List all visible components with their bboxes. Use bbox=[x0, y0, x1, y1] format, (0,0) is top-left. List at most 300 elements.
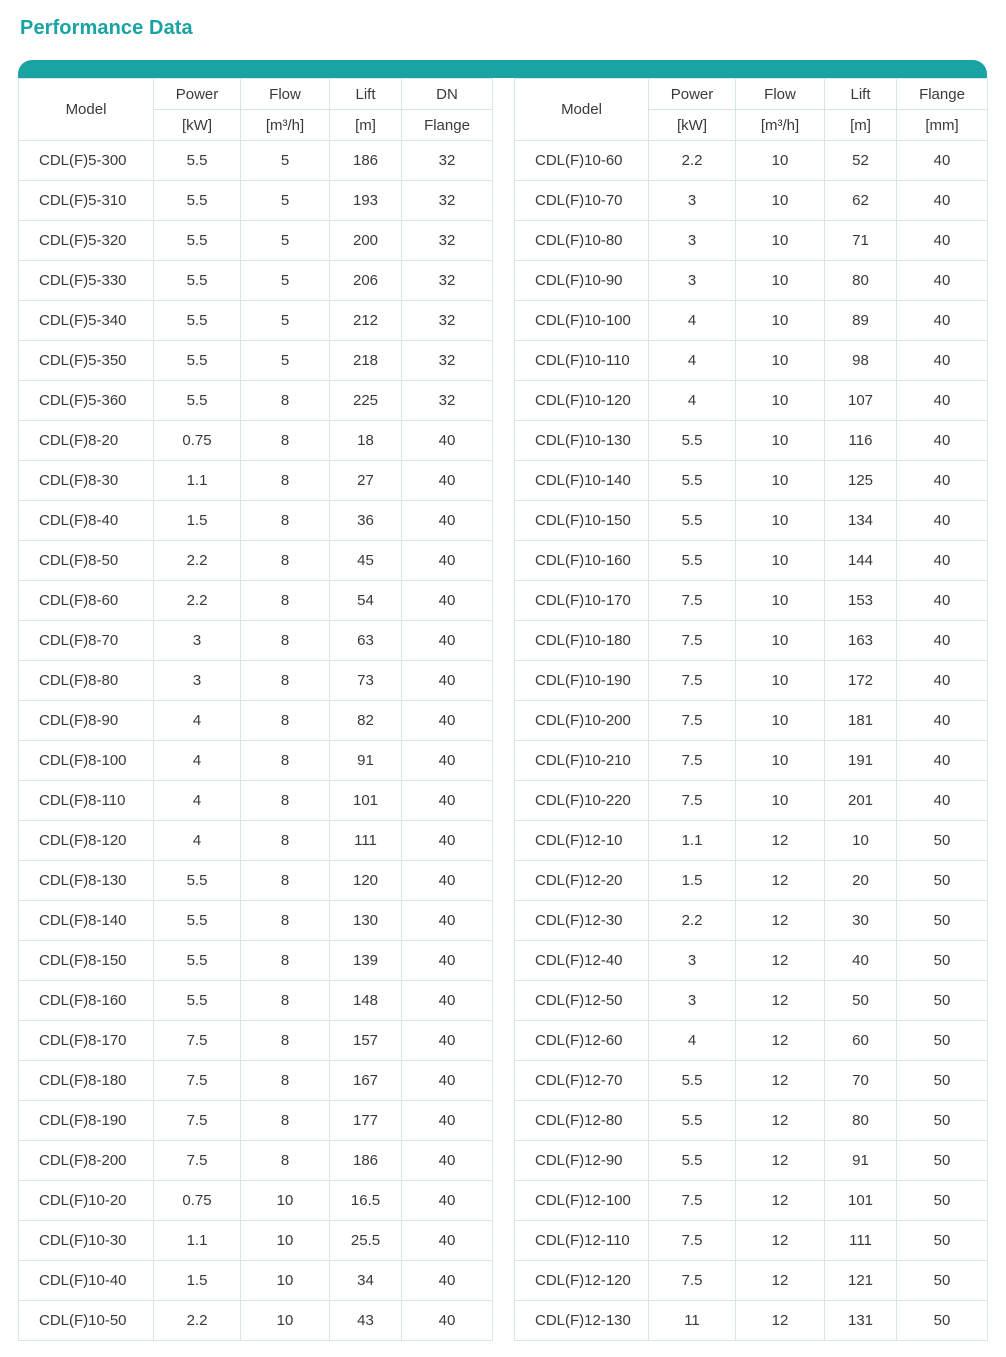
flow-cell: 12 bbox=[736, 1061, 825, 1101]
flange-cell: 40 bbox=[897, 181, 988, 221]
power-cell: 1.5 bbox=[649, 861, 736, 901]
table-row bbox=[19, 661, 493, 701]
model-cell: CDL(F)12-120 bbox=[515, 1261, 649, 1301]
power-cell: 7.5 bbox=[649, 621, 736, 661]
lift-cell: 200 bbox=[330, 221, 402, 261]
flow-cell: 12 bbox=[736, 821, 825, 861]
lift-cell: 73 bbox=[330, 661, 402, 701]
header-flange-unit: Flange bbox=[402, 110, 493, 141]
flow-cell: 5 bbox=[241, 181, 330, 221]
model-cell: CDL(F)10-90 bbox=[515, 261, 649, 301]
table-row bbox=[515, 981, 988, 1021]
model-cell: CDL(F)12-110 bbox=[515, 1221, 649, 1261]
flange-cell: 40 bbox=[402, 1021, 493, 1061]
lift-cell: 40 bbox=[825, 941, 897, 981]
power-cell: 5.5 bbox=[649, 461, 736, 501]
model-cell: CDL(F)12-40 bbox=[515, 941, 649, 981]
flange-cell: 40 bbox=[897, 541, 988, 581]
header-power: Power bbox=[154, 79, 241, 110]
power-cell: 5.5 bbox=[154, 981, 241, 1021]
model-cell: CDL(F)8-40 bbox=[19, 501, 154, 541]
table-row bbox=[515, 381, 988, 421]
flow-cell: 8 bbox=[241, 941, 330, 981]
table-row bbox=[19, 221, 493, 261]
flow-cell: 8 bbox=[241, 381, 330, 421]
table-row bbox=[515, 1221, 988, 1261]
flange-cell: 40 bbox=[897, 661, 988, 701]
table-row bbox=[515, 861, 988, 901]
lift-cell: 89 bbox=[825, 301, 897, 341]
model-cell: CDL(F)10-30 bbox=[19, 1221, 154, 1261]
flow-cell: 12 bbox=[736, 1301, 825, 1341]
header-flow: Flow bbox=[736, 79, 825, 110]
power-cell: 3 bbox=[154, 621, 241, 661]
power-cell: 5.5 bbox=[649, 1061, 736, 1101]
flange-cell: 40 bbox=[897, 421, 988, 461]
model-cell: CDL(F)10-180 bbox=[515, 621, 649, 661]
lift-cell: 120 bbox=[330, 861, 402, 901]
flange-cell: 40 bbox=[402, 581, 493, 621]
flow-cell: 8 bbox=[241, 821, 330, 861]
flange-cell: 40 bbox=[402, 821, 493, 861]
flow-cell: 10 bbox=[241, 1261, 330, 1301]
model-cell: CDL(F)8-110 bbox=[19, 781, 154, 821]
power-cell: 4 bbox=[649, 341, 736, 381]
model-cell: CDL(F)10-170 bbox=[515, 581, 649, 621]
lift-cell: 16.5 bbox=[330, 1181, 402, 1221]
header-flow-unit: [m³/h] bbox=[736, 110, 825, 141]
model-cell: CDL(F)10-110 bbox=[515, 341, 649, 381]
power-cell: 5.5 bbox=[154, 341, 241, 381]
flow-cell: 10 bbox=[736, 421, 825, 461]
power-cell: 7.5 bbox=[154, 1101, 241, 1141]
power-cell: 4 bbox=[649, 301, 736, 341]
flow-cell: 10 bbox=[736, 501, 825, 541]
lift-cell: 25.5 bbox=[330, 1221, 402, 1261]
model-cell: CDL(F)5-350 bbox=[19, 341, 154, 381]
table-row bbox=[515, 261, 988, 301]
model-cell: CDL(F)10-20 bbox=[19, 1181, 154, 1221]
lift-cell: 52 bbox=[825, 141, 897, 181]
lift-cell: 34 bbox=[330, 1261, 402, 1301]
lift-cell: 125 bbox=[825, 461, 897, 501]
table-row bbox=[19, 1221, 493, 1261]
power-cell: 5.5 bbox=[154, 141, 241, 181]
flange-cell: 40 bbox=[402, 901, 493, 941]
lift-cell: 225 bbox=[330, 381, 402, 421]
table-row bbox=[19, 341, 493, 381]
table-row bbox=[515, 541, 988, 581]
lift-cell: 45 bbox=[330, 541, 402, 581]
flange-cell: 32 bbox=[402, 181, 493, 221]
flow-cell: 8 bbox=[241, 541, 330, 581]
flow-cell: 5 bbox=[241, 141, 330, 181]
table-row bbox=[515, 781, 988, 821]
table-row bbox=[515, 1021, 988, 1061]
power-cell: 7.5 bbox=[649, 1261, 736, 1301]
model-cell: CDL(F)8-160 bbox=[19, 981, 154, 1021]
power-cell: 7.5 bbox=[154, 1141, 241, 1181]
lift-cell: 71 bbox=[825, 221, 897, 261]
header-model: Model bbox=[19, 79, 154, 141]
table-row bbox=[19, 541, 493, 581]
table-row bbox=[515, 301, 988, 341]
flange-cell: 40 bbox=[897, 501, 988, 541]
model-cell: CDL(F)8-70 bbox=[19, 621, 154, 661]
table-row bbox=[515, 1301, 988, 1341]
flange-cell: 40 bbox=[402, 861, 493, 901]
flow-cell: 10 bbox=[241, 1221, 330, 1261]
flow-cell: 10 bbox=[736, 261, 825, 301]
table-row bbox=[515, 581, 988, 621]
lift-cell: 111 bbox=[330, 821, 402, 861]
lift-cell: 177 bbox=[330, 1101, 402, 1141]
lift-cell: 148 bbox=[330, 981, 402, 1021]
model-cell: CDL(F)5-340 bbox=[19, 301, 154, 341]
power-cell: 3 bbox=[649, 941, 736, 981]
flange-cell: 40 bbox=[897, 621, 988, 661]
table-row bbox=[19, 1141, 493, 1181]
lift-cell: 60 bbox=[825, 1021, 897, 1061]
power-cell: 3 bbox=[649, 261, 736, 301]
header-power-unit: [kW] bbox=[154, 110, 241, 141]
model-cell: CDL(F)12-70 bbox=[515, 1061, 649, 1101]
flange-cell: 40 bbox=[402, 981, 493, 1021]
model-cell: CDL(F)10-140 bbox=[515, 461, 649, 501]
table-row bbox=[515, 941, 988, 981]
flow-cell: 5 bbox=[241, 221, 330, 261]
flange-cell: 50 bbox=[897, 1021, 988, 1061]
flow-cell: 10 bbox=[736, 581, 825, 621]
table-row bbox=[19, 741, 493, 781]
lift-cell: 43 bbox=[330, 1301, 402, 1341]
header-mm-unit: [mm] bbox=[897, 110, 988, 141]
flange-cell: 40 bbox=[402, 541, 493, 581]
lift-cell: 139 bbox=[330, 941, 402, 981]
model-cell: CDL(F)12-60 bbox=[515, 1021, 649, 1061]
flow-cell: 8 bbox=[241, 461, 330, 501]
right-table-panel bbox=[514, 78, 987, 1341]
power-cell: 1.1 bbox=[154, 1221, 241, 1261]
table-row bbox=[19, 1261, 493, 1301]
power-cell: 5.5 bbox=[154, 861, 241, 901]
model-cell: CDL(F)5-360 bbox=[19, 381, 154, 421]
model-cell: CDL(F)10-160 bbox=[515, 541, 649, 581]
lift-cell: 186 bbox=[330, 141, 402, 181]
flange-cell: 40 bbox=[897, 261, 988, 301]
power-cell: 5.5 bbox=[154, 261, 241, 301]
lift-cell: 80 bbox=[825, 261, 897, 301]
power-cell: 2.2 bbox=[649, 141, 736, 181]
flow-cell: 12 bbox=[736, 861, 825, 901]
table-row bbox=[515, 461, 988, 501]
performance-table-left bbox=[18, 78, 493, 1341]
flange-cell: 50 bbox=[897, 1221, 988, 1261]
header-bar bbox=[18, 60, 987, 78]
table-row bbox=[19, 861, 493, 901]
lift-cell: 82 bbox=[330, 701, 402, 741]
power-cell: 0.75 bbox=[154, 421, 241, 461]
table-row bbox=[515, 701, 988, 741]
table-row bbox=[19, 1101, 493, 1141]
power-cell: 3 bbox=[154, 661, 241, 701]
model-cell: CDL(F)8-150 bbox=[19, 941, 154, 981]
table-row bbox=[515, 141, 988, 181]
lift-cell: 153 bbox=[825, 581, 897, 621]
lift-cell: 30 bbox=[825, 901, 897, 941]
flow-cell: 8 bbox=[241, 661, 330, 701]
flow-cell: 5 bbox=[241, 301, 330, 341]
model-cell: CDL(F)8-120 bbox=[19, 821, 154, 861]
lift-cell: 193 bbox=[330, 181, 402, 221]
table-row bbox=[19, 381, 493, 421]
flow-cell: 10 bbox=[736, 621, 825, 661]
flange-cell: 32 bbox=[402, 381, 493, 421]
model-cell: CDL(F)8-130 bbox=[19, 861, 154, 901]
flow-cell: 8 bbox=[241, 741, 330, 781]
flange-cell: 40 bbox=[897, 221, 988, 261]
lift-cell: 212 bbox=[330, 301, 402, 341]
lift-cell: 157 bbox=[330, 1021, 402, 1061]
flow-cell: 8 bbox=[241, 701, 330, 741]
lift-cell: 27 bbox=[330, 461, 402, 501]
lift-cell: 36 bbox=[330, 501, 402, 541]
header-lift: Lift bbox=[825, 79, 897, 110]
power-cell: 2.2 bbox=[154, 581, 241, 621]
power-cell: 5.5 bbox=[649, 421, 736, 461]
model-cell: CDL(F)8-20 bbox=[19, 421, 154, 461]
power-cell: 3 bbox=[649, 221, 736, 261]
model-cell: CDL(F)8-90 bbox=[19, 701, 154, 741]
flow-cell: 12 bbox=[736, 1101, 825, 1141]
model-cell: CDL(F)8-140 bbox=[19, 901, 154, 941]
table-row bbox=[19, 301, 493, 341]
power-cell: 5.5 bbox=[154, 381, 241, 421]
power-cell: 5.5 bbox=[649, 501, 736, 541]
lift-cell: 10 bbox=[825, 821, 897, 861]
power-cell: 7.5 bbox=[649, 661, 736, 701]
flow-cell: 8 bbox=[241, 581, 330, 621]
flange-cell: 40 bbox=[897, 301, 988, 341]
table-row bbox=[19, 261, 493, 301]
flow-cell: 8 bbox=[241, 1101, 330, 1141]
flow-cell: 8 bbox=[241, 781, 330, 821]
model-cell: CDL(F)8-60 bbox=[19, 581, 154, 621]
flange-cell: 50 bbox=[897, 1181, 988, 1221]
flow-cell: 10 bbox=[736, 541, 825, 581]
flange-cell: 50 bbox=[897, 1141, 988, 1181]
header-power: Power bbox=[649, 79, 736, 110]
lift-cell: 130 bbox=[330, 901, 402, 941]
table-row bbox=[515, 821, 988, 861]
table-row bbox=[515, 621, 988, 661]
flow-cell: 12 bbox=[736, 901, 825, 941]
table-row bbox=[19, 581, 493, 621]
power-cell: 1.5 bbox=[154, 501, 241, 541]
table-row bbox=[515, 1181, 988, 1221]
flange-cell: 40 bbox=[897, 581, 988, 621]
model-cell: CDL(F)8-80 bbox=[19, 661, 154, 701]
flow-cell: 10 bbox=[736, 741, 825, 781]
power-cell: 7.5 bbox=[649, 1181, 736, 1221]
flow-cell: 12 bbox=[736, 1221, 825, 1261]
model-cell: CDL(F)5-300 bbox=[19, 141, 154, 181]
model-cell: CDL(F)10-200 bbox=[515, 701, 649, 741]
model-cell: CDL(F)8-200 bbox=[19, 1141, 154, 1181]
lift-cell: 218 bbox=[330, 341, 402, 381]
flange-cell: 40 bbox=[897, 781, 988, 821]
flow-cell: 8 bbox=[241, 1021, 330, 1061]
model-cell: CDL(F)10-70 bbox=[515, 181, 649, 221]
lift-cell: 20 bbox=[825, 861, 897, 901]
model-cell: CDL(F)10-50 bbox=[19, 1301, 154, 1341]
flow-cell: 10 bbox=[736, 461, 825, 501]
right-table-body bbox=[515, 141, 988, 1341]
table-row bbox=[19, 701, 493, 741]
power-cell: 5.5 bbox=[154, 901, 241, 941]
flange-cell: 32 bbox=[402, 141, 493, 181]
header-model: Model bbox=[515, 79, 649, 141]
flange-cell: 50 bbox=[897, 861, 988, 901]
power-cell: 3 bbox=[649, 181, 736, 221]
lift-cell: 54 bbox=[330, 581, 402, 621]
flange-cell: 50 bbox=[897, 1101, 988, 1141]
power-cell: 11 bbox=[649, 1301, 736, 1341]
flange-cell: 40 bbox=[402, 1101, 493, 1141]
table-row bbox=[19, 501, 493, 541]
model-cell: CDL(F)5-330 bbox=[19, 261, 154, 301]
model-cell: CDL(F)10-40 bbox=[19, 1261, 154, 1301]
power-cell: 5.5 bbox=[649, 1141, 736, 1181]
power-cell: 4 bbox=[154, 821, 241, 861]
model-cell: CDL(F)12-20 bbox=[515, 861, 649, 901]
flow-cell: 10 bbox=[736, 341, 825, 381]
flange-cell: 50 bbox=[897, 981, 988, 1021]
model-cell: CDL(F)12-30 bbox=[515, 901, 649, 941]
lift-cell: 101 bbox=[825, 1181, 897, 1221]
lift-cell: 201 bbox=[825, 781, 897, 821]
lift-cell: 144 bbox=[825, 541, 897, 581]
lift-cell: 80 bbox=[825, 1101, 897, 1141]
lift-cell: 98 bbox=[825, 341, 897, 381]
left-table-panel bbox=[18, 78, 492, 1341]
model-cell: CDL(F)10-190 bbox=[515, 661, 649, 701]
flange-cell: 40 bbox=[402, 741, 493, 781]
header-lift: Lift bbox=[330, 79, 402, 110]
flange-cell: 32 bbox=[402, 221, 493, 261]
flange-cell: 40 bbox=[402, 661, 493, 701]
power-cell: 7.5 bbox=[649, 701, 736, 741]
lift-cell: 172 bbox=[825, 661, 897, 701]
flow-cell: 10 bbox=[736, 141, 825, 181]
model-cell: CDL(F)10-120 bbox=[515, 381, 649, 421]
lift-cell: 18 bbox=[330, 421, 402, 461]
lift-cell: 107 bbox=[825, 381, 897, 421]
power-cell: 5.5 bbox=[649, 541, 736, 581]
model-cell: CDL(F)10-210 bbox=[515, 741, 649, 781]
table-row bbox=[515, 1261, 988, 1301]
power-cell: 2.2 bbox=[154, 1301, 241, 1341]
power-cell: 3 bbox=[649, 981, 736, 1021]
table-row bbox=[19, 141, 493, 181]
model-cell: CDL(F)12-90 bbox=[515, 1141, 649, 1181]
table-row bbox=[19, 981, 493, 1021]
header-lift-unit: [m] bbox=[330, 110, 402, 141]
lift-cell: 163 bbox=[825, 621, 897, 661]
model-cell: CDL(F)12-50 bbox=[515, 981, 649, 1021]
power-cell: 4 bbox=[649, 381, 736, 421]
flow-cell: 10 bbox=[736, 781, 825, 821]
flow-cell: 10 bbox=[736, 301, 825, 341]
power-cell: 4 bbox=[154, 781, 241, 821]
flange-cell: 32 bbox=[402, 341, 493, 381]
table-row bbox=[515, 901, 988, 941]
flange-cell: 40 bbox=[897, 461, 988, 501]
lift-cell: 121 bbox=[825, 1261, 897, 1301]
flange-cell: 40 bbox=[402, 1221, 493, 1261]
header-flow-unit: [m³/h] bbox=[241, 110, 330, 141]
lift-cell: 101 bbox=[330, 781, 402, 821]
flange-cell: 40 bbox=[402, 621, 493, 661]
flange-cell: 50 bbox=[897, 1301, 988, 1341]
flow-cell: 8 bbox=[241, 621, 330, 661]
model-cell: CDL(F)10-130 bbox=[515, 421, 649, 461]
power-cell: 5.5 bbox=[154, 221, 241, 261]
model-cell: CDL(F)12-80 bbox=[515, 1101, 649, 1141]
flow-cell: 8 bbox=[241, 861, 330, 901]
flow-cell: 10 bbox=[736, 181, 825, 221]
table-row bbox=[19, 781, 493, 821]
table-row bbox=[19, 421, 493, 461]
table-row bbox=[19, 821, 493, 861]
lift-cell: 206 bbox=[330, 261, 402, 301]
power-cell: 1.1 bbox=[154, 461, 241, 501]
flange-cell: 32 bbox=[402, 261, 493, 301]
power-cell: 1.1 bbox=[649, 821, 736, 861]
flow-cell: 12 bbox=[736, 981, 825, 1021]
flange-cell: 40 bbox=[897, 741, 988, 781]
flow-cell: 12 bbox=[736, 1181, 825, 1221]
table-row bbox=[19, 1061, 493, 1101]
model-cell: CDL(F)12-10 bbox=[515, 821, 649, 861]
power-cell: 7.5 bbox=[649, 1221, 736, 1261]
flow-cell: 8 bbox=[241, 1141, 330, 1181]
table-row bbox=[19, 901, 493, 941]
power-cell: 4 bbox=[154, 741, 241, 781]
flow-cell: 8 bbox=[241, 421, 330, 461]
flow-cell: 12 bbox=[736, 941, 825, 981]
lift-cell: 63 bbox=[330, 621, 402, 661]
flange-cell: 50 bbox=[897, 1261, 988, 1301]
flow-cell: 10 bbox=[736, 221, 825, 261]
flow-cell: 8 bbox=[241, 1061, 330, 1101]
flange-cell: 50 bbox=[897, 821, 988, 861]
model-cell: CDL(F)12-130 bbox=[515, 1301, 649, 1341]
lift-cell: 116 bbox=[825, 421, 897, 461]
flange-cell: 40 bbox=[402, 501, 493, 541]
header-flow: Flow bbox=[241, 79, 330, 110]
power-cell: 5.5 bbox=[154, 941, 241, 981]
table-row bbox=[19, 941, 493, 981]
power-cell: 7.5 bbox=[649, 781, 736, 821]
page-title: Performance Data bbox=[20, 17, 193, 39]
table-row bbox=[515, 1061, 988, 1101]
table-row bbox=[515, 341, 988, 381]
flange-cell: 50 bbox=[897, 1061, 988, 1101]
flow-cell: 8 bbox=[241, 501, 330, 541]
lift-cell: 91 bbox=[825, 1141, 897, 1181]
flange-cell: 40 bbox=[897, 381, 988, 421]
